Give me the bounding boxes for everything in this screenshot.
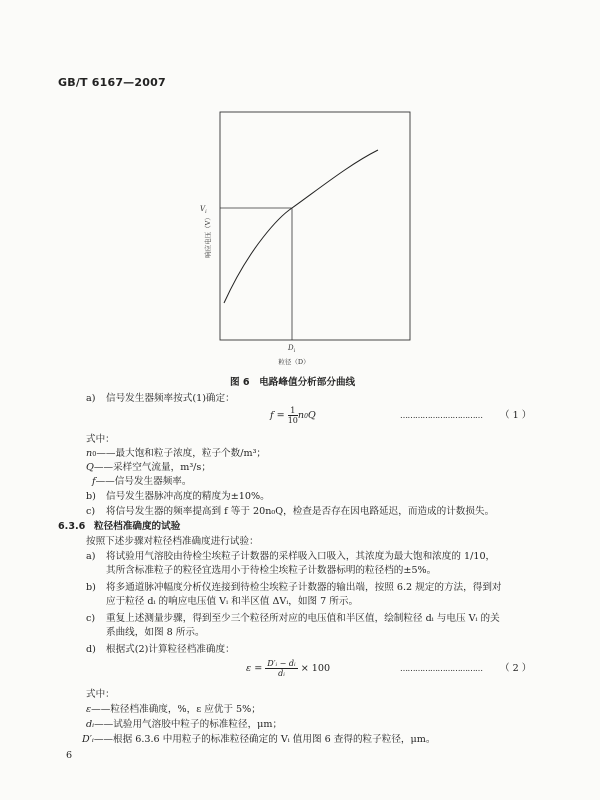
formula-1-num: 1 (288, 406, 298, 416)
formula-1-n: n (297, 410, 305, 421)
step-d-label: d) (86, 644, 96, 655)
def-f: f——信号发生器频率。 (92, 476, 192, 487)
formula-2-number: （ 2 ） (500, 663, 532, 674)
item-a-label: a) (86, 393, 96, 404)
def-di: dᵢ——试验用气溶胶中粒子的标准粒径，μm； (86, 719, 283, 730)
formula-1-lhs: f (270, 410, 274, 421)
where-label-1: 式中： (86, 434, 115, 445)
step-c-line-1: 重复上述测量步骤，得到至少三个粒径所对应的电压值和半区值，绘制粒径 dᵢ 与电压 Vᵢ 的关 (106, 613, 500, 624)
section-title: 粒径档准确度的试验 (94, 521, 181, 532)
item-c-label: c) (86, 506, 96, 517)
step-a-label: a) (86, 551, 96, 562)
def-epsilon: ε——粒径档准确度，%，ε 应优于 5%； (86, 704, 261, 715)
section-intro: 按照下述步骤对粒径档准确度进行试验： (86, 536, 259, 547)
x-tick-di: $D_i$ (288, 344, 296, 354)
formula-1-eq: = (273, 410, 288, 421)
formula-2-lhs: ε (246, 663, 252, 674)
step-b-label: b) (86, 582, 96, 593)
def-q: Q——采样空气流量，m³/s； (86, 462, 211, 473)
formula-1-q: Q (307, 410, 316, 421)
formula-2-fraction (265, 659, 297, 678)
formula-2-rhs: × 100 (297, 663, 331, 674)
y-tick-vi: $V_i$ (200, 205, 207, 215)
page-number: 6 (66, 750, 73, 761)
response-curve (224, 150, 378, 303)
step-a-line-1: 将试验用气溶胶由待检尘埃粒子计数器的采样吸入口吸入，其浓度为最大饱和浓度的 1/10， (106, 551, 496, 562)
step-c-line-2: 系曲线，如图 8 所示。 (106, 627, 205, 638)
item-b-text: 信号发生器脉冲高度的精度为±10%。 (106, 491, 270, 502)
step-b-line-1: 将多通道脉冲幅度分析仪连接到待检尘埃粒子计数器的输出端，按照 6.2 规定的方法，得到对 (106, 582, 502, 593)
figure-caption: 图 6 电路峰值分析部分曲线 (230, 377, 356, 388)
x-axis-label: 粒径（D） (278, 358, 310, 366)
formula-1-number: （ 1 ） (500, 410, 532, 421)
formula-2-dots: …………………………… (400, 664, 483, 673)
formula-2-eq: = (251, 663, 266, 674)
formula-2 (246, 656, 330, 682)
def-n0: n0——最大饱和粒子浓度，粒子个数/m³； (86, 448, 267, 459)
section-number: 6.3.6 (58, 521, 86, 532)
standard-code-header: GB/T 6167—2007 (58, 76, 166, 89)
formula-2-den: dᵢ (278, 669, 285, 678)
def-d-prime: D′ᵢ——根据 6.3.6 中用粒子的标准粒径确定的 Vᵢ 值用图 6 查得的粒子粒径，μm。 (82, 734, 436, 745)
item-c-text: 将信号发生器的频率提高到 f 等于 20n₀Q，检查是否存在因电路延迟，而造成的计数损失。 (106, 506, 495, 517)
formula-1-dots: …………………………… (400, 411, 483, 420)
formula-1-n-sub: 0 (304, 413, 308, 420)
formula-1-fraction (288, 406, 298, 425)
formula-1-den: 10 (287, 416, 298, 425)
where-label-2: 式中： (86, 689, 115, 700)
item-b-label: b) (86, 491, 96, 502)
figure-6-chart (180, 106, 420, 371)
y-axis-label: 响应电压（V） (204, 214, 212, 258)
step-c-label: c) (86, 613, 96, 624)
step-d-line-1: 根据式(2)计算粒径档准确度： (106, 644, 235, 655)
formula-1 (270, 404, 316, 428)
chart-frame (220, 112, 410, 340)
formula-2-num: D′ᵢ − dᵢ (267, 659, 296, 668)
step-a-line-2: 其所含标准粒子的粒径宜选用小于待检尘埃粒子计数器标明的粒径档的±5%。 (106, 565, 437, 576)
item-a-text: 信号发生器频率按式(1)确定： (106, 393, 235, 404)
step-b-line-2: 应于粒径 dᵢ 的响应电压值 Vᵢ 和半区值 ΔVᵢ，如图 7 所示。 (106, 596, 359, 607)
